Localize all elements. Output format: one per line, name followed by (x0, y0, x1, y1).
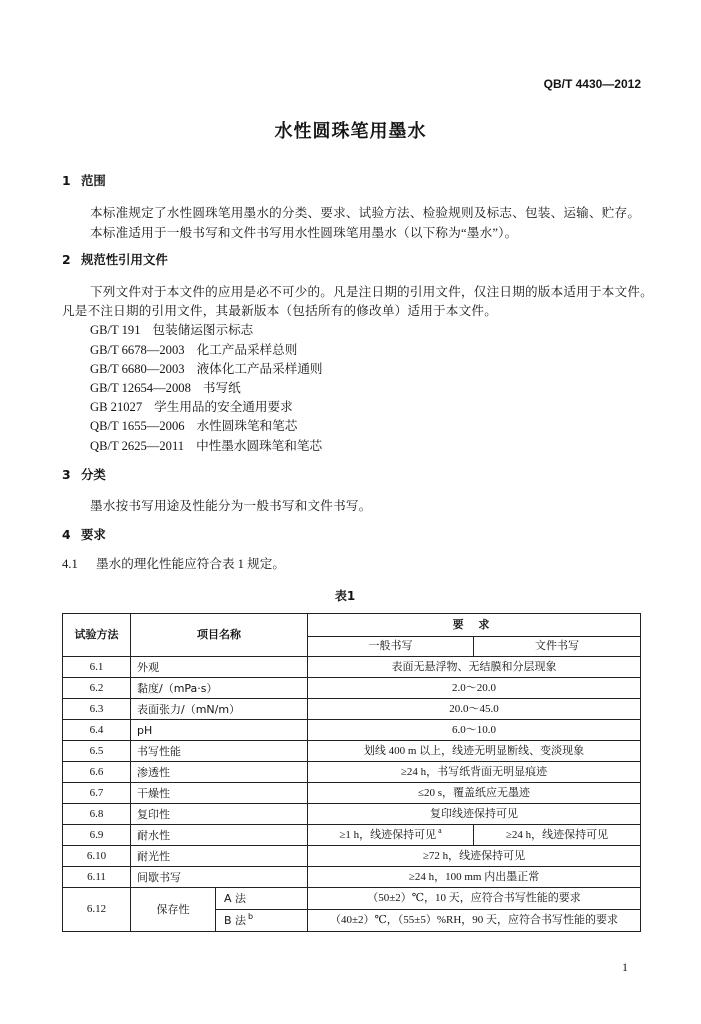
clause-4-1 (62, 555, 285, 573)
section-title: 范围 (81, 173, 106, 188)
clause-number: 4.1 (62, 557, 78, 571)
method-cell: 6.2 (63, 678, 131, 699)
paragraph: 凡是不注日期的引用文件，其最新版本（包括所有的修改单）适用于本文件。 (62, 304, 497, 318)
paragraph: 墨水按书写用途及性能分为一般书写和文件书写。 (90, 499, 372, 513)
header-general-writing: 一般书写 (308, 637, 474, 657)
reference-item (90, 398, 293, 416)
paragraph: 本标准适用于一般书写和文件书写用水性圆珠笔用墨水（以下称为“墨水”）。 (90, 226, 518, 240)
document-requirement-cell: ≥24 h，线迹保持可见 (474, 825, 641, 846)
method-cell: 6.1 (63, 657, 131, 678)
paragraph: 本标准规定了水性圆珠笔用墨水的分类、要求、试验方法、检验规则及标志、包装、运输、贮存。 (90, 206, 641, 220)
table-row (63, 762, 641, 783)
requirement-cell: 6.0～10.0 (308, 720, 641, 741)
reference-title: 化工产品采样总则 (196, 343, 298, 357)
table-header-row (63, 614, 641, 637)
table-1 (62, 613, 641, 932)
reference-code: GB/T 6680—2003 (90, 362, 185, 376)
standard-number: QB/T 4430—2012 (543, 77, 641, 91)
requirement-cell: 2.0～20.0 (308, 678, 641, 699)
reference-item (90, 360, 323, 378)
method-cell: 6.6 (63, 762, 131, 783)
requirement-cell: 复印线迹保持可见 (308, 804, 641, 825)
table-row (63, 825, 641, 846)
item-cell: 干燥性 (131, 783, 308, 804)
header-item-name: 项目名称 (131, 614, 308, 657)
requirement-cell: （40±2）℃，（55±5）%RH，90 天，应符合书写性能的要求 (308, 910, 641, 932)
reference-title: 学生用品的安全通用要求 (154, 400, 293, 414)
requirement-cell: ≥72 h，线迹保持可见 (308, 846, 641, 867)
requirement-cell: ≤20 s，覆盖纸应无墨迹 (308, 783, 641, 804)
page-number: 1 (622, 960, 628, 974)
section-title: 分类 (81, 467, 106, 482)
requirement-cell: ≥24 h，100 mm 内出墨正常 (308, 867, 641, 888)
table-row (63, 741, 641, 762)
reference-title: 中性墨水圆珠笔和笔芯 (196, 439, 323, 453)
method-cell: 6.11 (63, 867, 131, 888)
section-number: 1 (62, 173, 71, 188)
reference-code: QB/T 1655—2006 (90, 419, 185, 433)
reference-code: QB/T 2625—2011 (90, 439, 185, 453)
table-row (63, 804, 641, 825)
requirement-text: ≥1 h，线迹保持可见 (339, 828, 437, 841)
requirement-cell: （50±2）℃，10 天，应符合书写性能的要求 (308, 888, 641, 910)
method-cell: 6.5 (63, 741, 131, 762)
method-cell: 6.4 (63, 720, 131, 741)
section-title: 要求 (81, 527, 106, 542)
item-cell: 渗透性 (131, 762, 308, 783)
method-cell: 6.7 (63, 783, 131, 804)
document-title: 水性圆珠笔用墨水 (274, 121, 427, 142)
header-document-writing: 文件书写 (474, 637, 641, 657)
reference-item (90, 341, 297, 359)
reference-title: 液体化工产品采样通则 (196, 362, 323, 376)
table-caption: 表1 (334, 589, 356, 603)
reference-title: 书写纸 (202, 381, 241, 395)
clause-text: 墨水的理化性能应符合表 1 规定。 (96, 557, 285, 571)
requirement-cell: 20.0～45.0 (308, 699, 641, 720)
section-4-heading (62, 526, 106, 544)
general-requirement-cell (308, 825, 474, 846)
table-row (63, 888, 641, 910)
requirement-cell: 表面无悬浮物、无结膜和分层现象 (308, 657, 641, 678)
table-row (63, 783, 641, 804)
reference-code: GB/T 6678—2003 (90, 343, 185, 357)
paragraph: 下列文件对于本文件的应用是必不可少的。凡是注日期的引用文件，仅注日期的版本适用于本文件。 (90, 285, 653, 299)
requirement-cell: ≥24 h，书写纸背面无明显痕迹 (308, 762, 641, 783)
section-title: 规范性引用文件 (81, 252, 168, 267)
item-cell: 耐水性 (131, 825, 308, 846)
storage-method-label-cell (216, 910, 308, 932)
reference-item (90, 379, 241, 397)
section-1-heading (62, 172, 106, 190)
item-cell: 表面张力/（mN/m） (131, 699, 308, 720)
reference-code: GB/T 191 (90, 323, 141, 337)
reference-item (90, 321, 253, 339)
footnote-marker: b (248, 912, 254, 922)
table-row (63, 699, 641, 720)
method-cell: 6.9 (63, 825, 131, 846)
table-row (63, 846, 641, 867)
reference-code: GB 21027 (90, 400, 143, 414)
storage-method-label: B 法 (224, 914, 247, 927)
reference-item (90, 437, 322, 455)
item-cell: 耐光性 (131, 846, 308, 867)
method-cell: 6.12 (63, 888, 131, 932)
method-cell: 6.8 (63, 804, 131, 825)
reference-item (90, 417, 297, 435)
section-number: 3 (62, 467, 71, 482)
item-cell: 保存性 (131, 888, 216, 932)
reference-title: 水性圆珠笔和笔芯 (196, 419, 298, 433)
section-number: 2 (62, 252, 71, 267)
footnote-marker: a (438, 825, 442, 835)
item-cell: 黏度/（mPa·s） (131, 678, 308, 699)
method-cell: 6.3 (63, 699, 131, 720)
table-row (63, 657, 641, 678)
table-row (63, 678, 641, 699)
section-2-heading (62, 251, 168, 269)
header-requirement: 要 求 (308, 614, 641, 637)
item-cell: 书写性能 (131, 741, 308, 762)
section-3-heading (62, 466, 106, 484)
storage-method-label: A 法 (216, 888, 308, 910)
table-row (63, 720, 641, 741)
item-cell: pH (131, 720, 308, 741)
item-cell: 外观 (131, 657, 308, 678)
header-test-method: 试验方法 (63, 614, 131, 657)
reference-code: GB/T 12654—2008 (90, 381, 191, 395)
item-cell: 复印性 (131, 804, 308, 825)
item-cell: 间歇书写 (131, 867, 308, 888)
reference-title: 包装储运图示标志 (152, 323, 254, 337)
requirement-cell: 划线 400 m 以上，线迹无明显断线、变淡现象 (308, 741, 641, 762)
table-row (63, 867, 641, 888)
section-number: 4 (62, 527, 71, 542)
method-cell: 6.10 (63, 846, 131, 867)
